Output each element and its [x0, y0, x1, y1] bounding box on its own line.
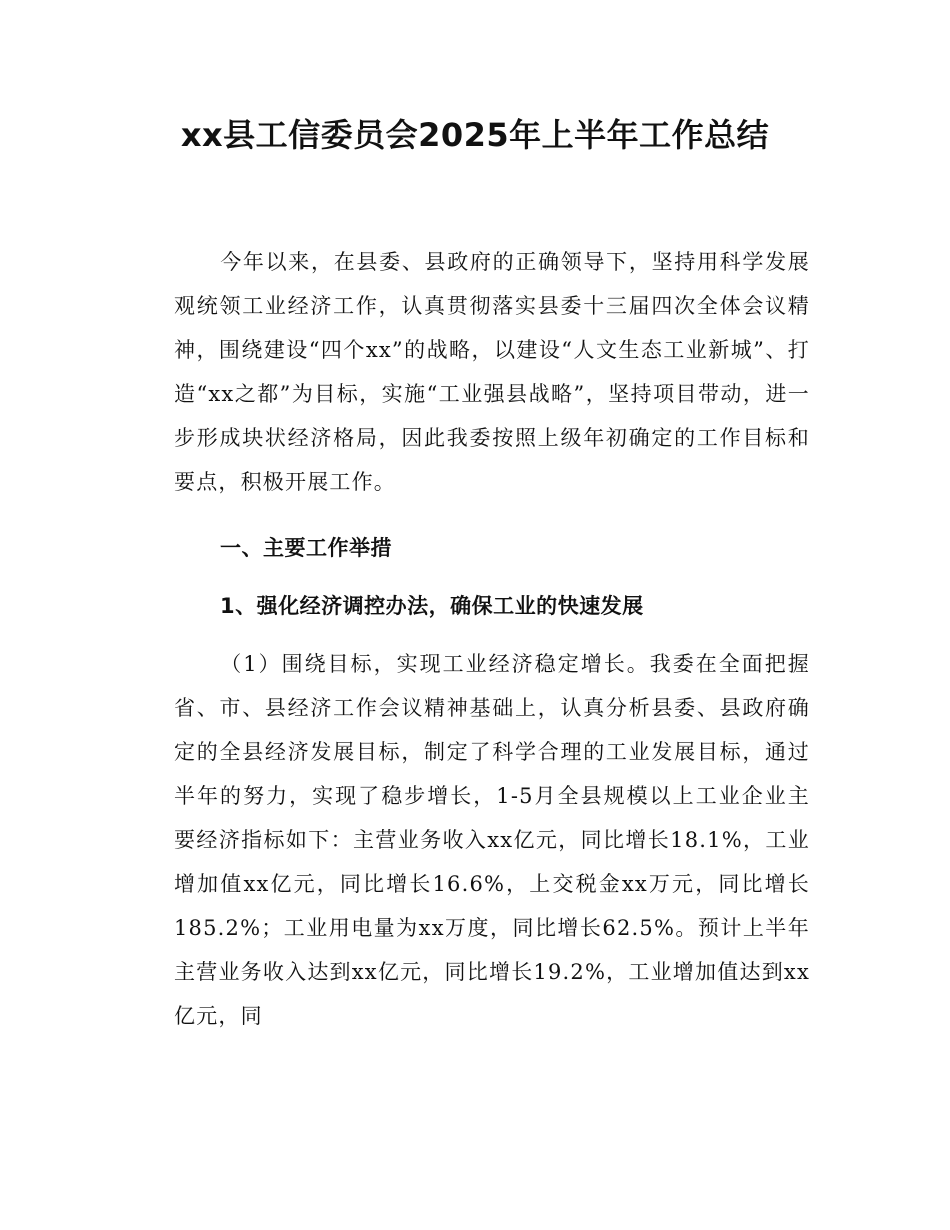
subsection-heading: 1、强化经济调控办法，确保工业的快速发展: [220, 594, 644, 618]
body-paragraph: （1）围绕目标，实现工业经济稳定增长。我委在全面把握省、市、县经济工作会议精神基础上，认真分析县委、县政府确定的全县经济发展目标，制定了科学合理的工业发展目标，通过半年的努力，实现了稳步增长，1-5月全县规模以上工业企业主要经济指标如下：主营业务收入xx亿元，同比增长18.1%，工业增加值xx亿元，同比增长16.6%，上交税金xx万元，同比增长185.2%；工业用电量为xx万度，同比增长62.5%。预计上半年主营业务收入达到xx亿元，同比增长19.2%，工业增加值达到xx亿元，同: [174, 652, 810, 1028]
document-title: xx县工信委员会2025年上半年工作总结: [180, 116, 770, 154]
intro-paragraph: 今年以来，在县委、县政府的正确领导下，坚持用科学发展观统领工业经济工作，认真贯彻落实县委十三届四次全体会议精神，围绕建设“四个xx”的战略，以建设“人文生态工业新城”、打造“xx之都”为目标，实施“工业强县战略”，坚持项目带动，进一步形成块状经济格局，因此我委按照上级年初确定的工作目标和要点，积极开展工作。: [174, 250, 810, 494]
document-body: [174, 240, 810, 1038]
section-heading: 一、主要工作举措: [220, 536, 392, 560]
